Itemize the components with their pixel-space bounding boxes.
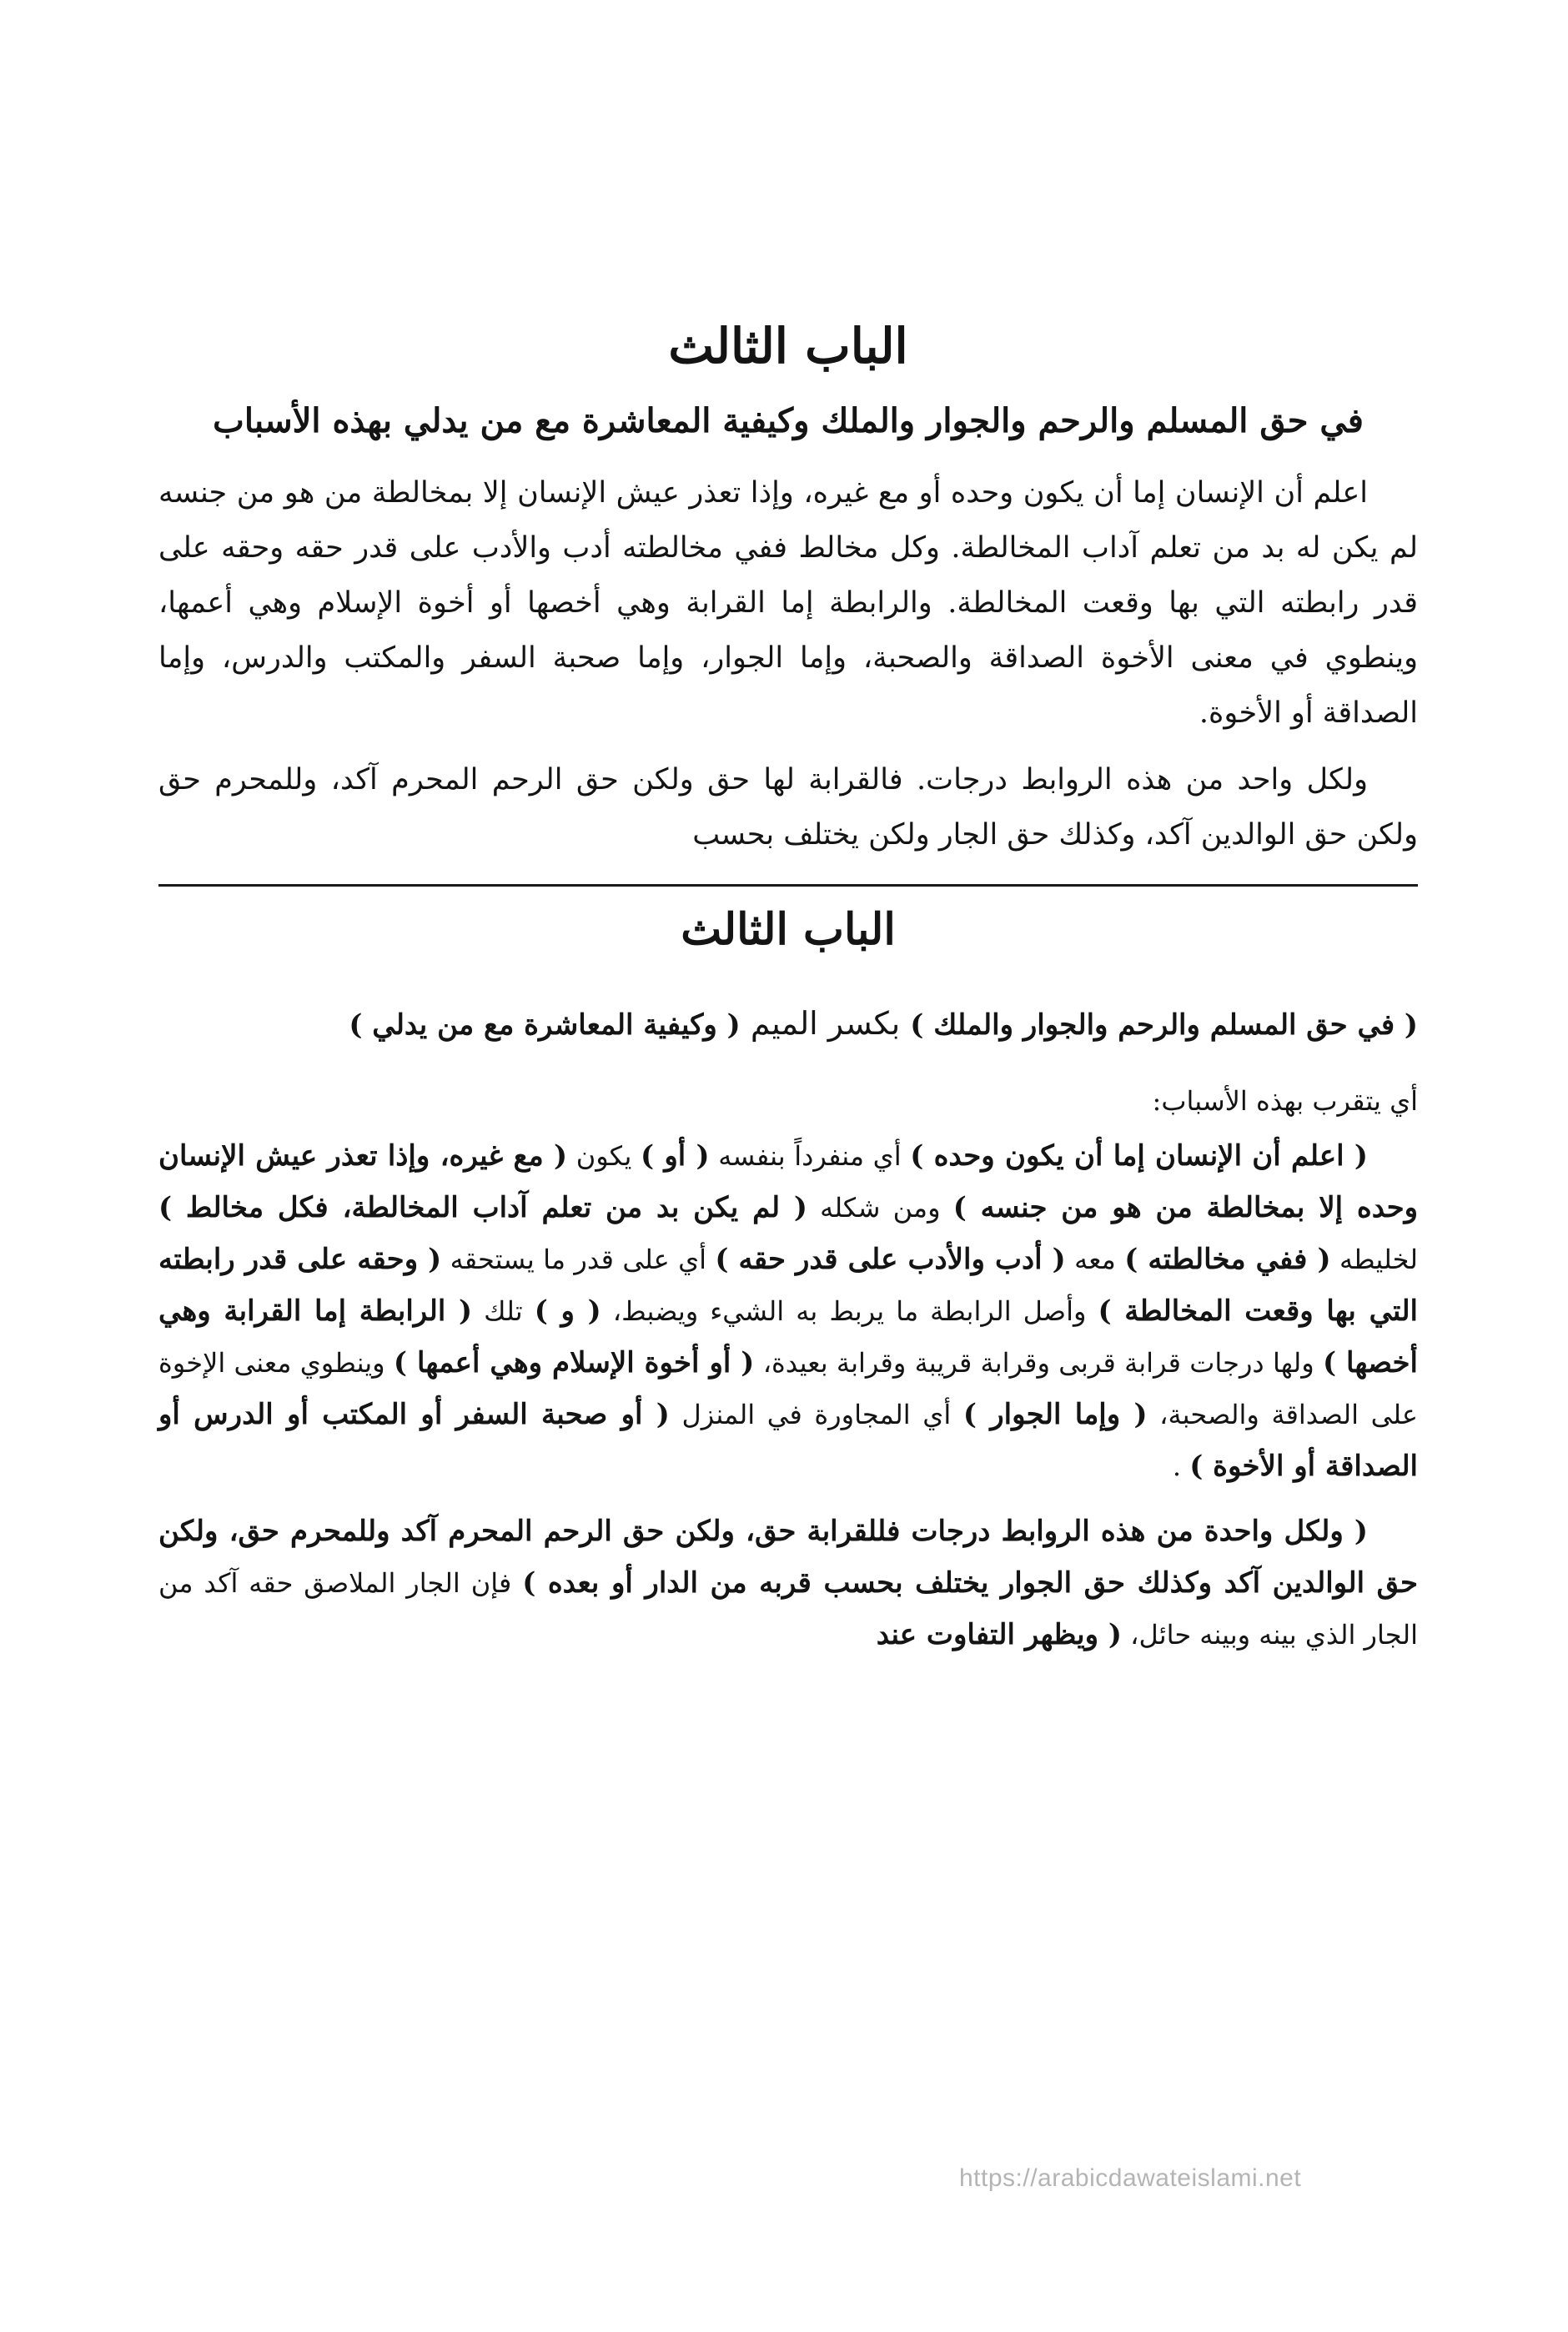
commentary-text: أي على قدر ما يستحقه bbox=[441, 1244, 716, 1275]
commentary-text: أي المجاورة في المنزل bbox=[669, 1399, 963, 1430]
commentary-text: لخليطه bbox=[1330, 1244, 1419, 1275]
commentary-matn-quote: ( لم يكن بد من تعلم آداب المخالطة، فكل مخالط ) bbox=[158, 1191, 807, 1224]
commentary-subtitle-part-2: بكسر الميم bbox=[740, 1005, 911, 1042]
matn-section bbox=[158, 309, 1418, 862]
commentary-text: أي منفرداً بنفسه bbox=[709, 1140, 911, 1172]
commentary-matn-quote: ( وإما الجوار ) bbox=[962, 1398, 1148, 1431]
commentary-text: يكون bbox=[567, 1140, 641, 1172]
commentary-matn-quote: ( أدب والأدب على قدر حقه ) bbox=[715, 1243, 1066, 1276]
commentary-matn-quote: ( اعلم أن الإنسان إما أن يكون وحده ) bbox=[910, 1139, 1368, 1173]
chapter-subtitle: في حق المسلم والرحم والجوار والملك وكيفية المعاشرة مع من يدلي بهذه الأسباب bbox=[213, 401, 1364, 440]
section-divider bbox=[158, 884, 1418, 887]
commentary-text: ولها درجات قرابة قربى وقرابة قريبة وقرابة بعيدة، bbox=[754, 1347, 1323, 1379]
commentary-text: تلك bbox=[472, 1295, 535, 1327]
commentary-matn-quote: ( و ) bbox=[534, 1294, 601, 1328]
chapter-title: الباب الثالث bbox=[668, 318, 908, 374]
matn-paragraph-1: اعلم أن الإنسان إما أن يكون وحده أو مع غيره، وإذا تعذر عيش الإنسان إلا بمخالطة من هو من جنسه لم يكن له بد من تعلم آداب المخالطة. وكل مخالط ففي مخالطته أدب والأدب على قدر حقه وحقه على قدر رابطته التي بها وقعت المخالطة. والرابطة إما القرابة وهي أخصها أو أخوة الإسلام وهي أعمها، وينطوي في معنى الأخوة الصداقة والصحبة، وإما الجوار، وإما صحبة السفر والمكتب والدرس، وإما الصداقة أو الأخوة. bbox=[158, 476, 1418, 730]
commentary-paragraph-2 bbox=[158, 1505, 1418, 1661]
matn-paragraph-2: ولكل واحد من هذه الروابط درجات. فالقرابة لها حق ولكن حق الرحم المحرم آكد، وللمحرم حق ولكن حق الوالدين آكد، وكذلك حق الجار ولكن يختلف بحسب bbox=[158, 763, 1418, 852]
commentary-subtitle bbox=[158, 997, 1418, 1052]
commentary-matn-quote: ( الرابطة إما القرابة وهي أخصها ) bbox=[158, 1294, 1419, 1380]
commentary-title: الباب الثالث bbox=[681, 904, 896, 955]
commentary-paragraph-1 bbox=[158, 1130, 1418, 1492]
commentary-intro: أي يتقرب بهذه الأسباب: bbox=[1152, 1085, 1418, 1117]
commentary-text: فإن الجار الملاصق حقه آكد من الجار الذي بينه وبينه حائل، bbox=[158, 1567, 1418, 1651]
commentary-matn-quote: ( أو أخوة الإسلام وهي أعمها ) bbox=[393, 1346, 755, 1380]
commentary-text: وأصل الرابطة ما يربط به الشيء ويضبط، bbox=[601, 1295, 1098, 1327]
commentary-matn-quote: ( ففي مخالطته ) bbox=[1124, 1243, 1331, 1276]
commentary-text: وينطوي معنى الإخوة على الصداقة والصحبة، bbox=[158, 1347, 1418, 1430]
book-page bbox=[158, 309, 1418, 1674]
commentary-subtitle-part-1: ( في حق المسلم والرحم والجوار والملك ) bbox=[910, 1008, 1418, 1042]
commentary-text: ومن شكله bbox=[807, 1192, 953, 1224]
commentary-text: معه bbox=[1065, 1244, 1125, 1275]
commentary-matn-quote: ( ولكل واحدة من هذه الروابط درجات فللقرابة حق، ولكن حق الرحم المحرم آكد وللمحرم حق، ولكن حق الوالدين آكد وكذلك حق الجوار يختلف بحسب قربه من الدار أو بعده ) bbox=[158, 1515, 1419, 1600]
commentary-matn-quote: ( مع غيره، وإذا تعذر عيش الإنسان وحده إلا بمخالطة من هو من جنسه ) bbox=[158, 1139, 1418, 1224]
commentary-matn-quote: ( ويظهر التفاوت عند bbox=[876, 1618, 1122, 1651]
commentary-matn-quote: ( وحقه على قدر رابطته التي بها وقعت المخالطة ) bbox=[158, 1243, 1418, 1328]
commentary-section bbox=[158, 897, 1418, 1661]
commentary-subtitle-part-3: ( وكيفية المعاشرة مع من يدلي ) bbox=[349, 1008, 741, 1042]
commentary-text: . bbox=[1172, 1450, 1190, 1482]
commentary-matn-quote: ( أو صحبة السفر أو المكتب أو الدرس أو الصداقة أو الأخوة ) bbox=[158, 1398, 1418, 1483]
watermark-url: https://arabicdawateislami.net bbox=[959, 2164, 1302, 2192]
commentary-matn-quote: ( أو ) bbox=[640, 1139, 710, 1173]
